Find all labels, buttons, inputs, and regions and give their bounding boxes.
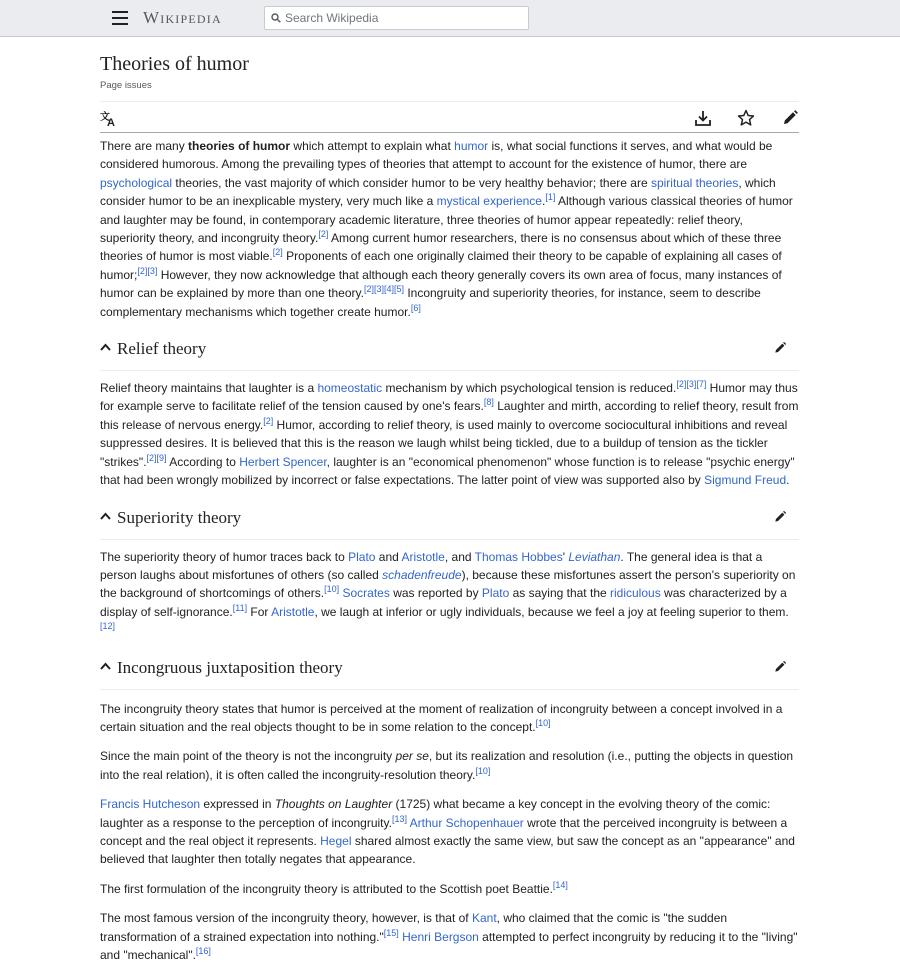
search-box[interactable]	[264, 6, 529, 30]
incongruity-paragraph-2: Since the main point of the theory is not the incongruity per se, but its realization and resolution (i.e., putting the objects in question into the real relation), it is often called the incongruity-resolution theory.[10]	[100, 749, 794, 782]
section-title-incongruous: Incongruous juxtaposition theory	[117, 657, 343, 677]
ref[interactable]: [8]	[483, 397, 494, 408]
ref[interactable]: [10]	[535, 717, 551, 728]
page-actions-toolbar	[100, 101, 799, 133]
ref[interactable]: [15]	[383, 927, 399, 938]
link-herbert-spencer[interactable]: Herbert Spencer	[239, 454, 327, 469]
svg-text:文: 文	[100, 112, 110, 123]
search-input[interactable]	[285, 9, 525, 27]
relief-paragraph: Relief theory maintains that laughter is a homeostatic mechanism by which psychological tension is reduced.[2][3][7] Humor may thus for example serve to facilitate relief of the tension caused by one's fears.[8] Laughter and mirth, according to relief theory, result from this release of nervous energy.[2] Humor, according to relief theory, is used mainly to overcome sociocultural inhibitions and reveal suppressed desires. It is believed that this is the reason we laugh whilst being tickled, due to a buildup of tension as the tickler "strikes".[2][9] According to Herbert Spencer, laughter is an "economical phenomenon" whose function is to release "psychic energy" that had been wrongly mobilized by incorrect or false expectations. The latter point of view was supported also by Sigmund Freud.	[100, 379, 799, 488]
ref[interactable]: [12]	[100, 621, 116, 632]
pencil-icon[interactable]	[773, 510, 787, 524]
ref[interactable]: [10]	[475, 765, 491, 776]
ref[interactable]: [13]	[391, 813, 407, 824]
link-homeostatic[interactable]: homeostatic	[317, 381, 383, 396]
search-icon	[271, 13, 281, 23]
link-kant[interactable]: Kant	[471, 911, 497, 926]
section-heading-incongruous[interactable]	[100, 648, 799, 690]
link-aristotle-2[interactable]: Aristotle	[271, 604, 315, 619]
ref[interactable]: [2][3][7]	[676, 379, 707, 390]
page-issues-link[interactable]: Page issues	[100, 80, 152, 91]
link-schadenfreude[interactable]: schadenfreude	[382, 567, 462, 582]
ref[interactable]: [10]	[324, 584, 340, 595]
menu-icon[interactable]	[112, 11, 128, 25]
incongruity-paragraph-3: Francis Hutcheson expressed in Thoughts on Laughter (1725) what became a key concept in the evolving theory of the comic: laughter as a response to the perception of incongruity.[13] Arthur Schopenhauer wrote that the perceived incongruity is between a concept and the real object it represents. Hegel shared almost exactly the same view, but saw the concept as an "appearance" and believed that laughter then totally negates that appearance.	[100, 797, 795, 867]
ref-2-5[interactable]: [2][3][4][5]	[363, 284, 404, 295]
link-arthur-schopenhauer[interactable]: Arthur Schopenhauer	[409, 815, 524, 830]
ref[interactable]: [2][9]	[146, 452, 167, 463]
pencil-icon[interactable]	[773, 660, 787, 674]
ref-6[interactable]: [6]	[410, 302, 421, 313]
section-heading-superiority[interactable]	[100, 498, 799, 540]
link-psychological[interactable]: psychological	[100, 175, 173, 190]
link-mystical-experience[interactable]: mystical experience	[436, 194, 542, 209]
chevron-up-icon[interactable]	[100, 512, 111, 520]
ref-2-3[interactable]: [2][3]	[137, 265, 158, 276]
link-thomas-hobbes[interactable]: Thomas Hobbes	[474, 549, 563, 564]
pencil-icon[interactable]	[773, 341, 787, 355]
superiority-paragraph: The superiority theory of humor traces back to Plato and Aristotle, and Thomas Hobbes' Leviathan. The general idea is that a person laughs about misfortunes of others (so called schadenfreude), because these misfortunes assert the person's superiority on the background of shortcomings of others.[10] Socrates was reported by Plato as saying that the ridiculous was characterized by a display of self-ignorance.[11] For Aristotle, we laugh at inferior or ugly individuals, because we feel a joy at feeling superior to them.[12]	[100, 549, 796, 632]
chevron-up-icon[interactable]	[100, 343, 111, 351]
chevron-up-icon[interactable]	[100, 662, 111, 670]
ref-1[interactable]: [1]	[545, 192, 556, 203]
section-title-relief: Relief theory	[117, 339, 207, 359]
ref[interactable]: [11]	[232, 602, 248, 613]
edit-pencil-icon[interactable]	[781, 109, 799, 127]
link-ridiculous[interactable]: ridiculous	[610, 586, 661, 601]
ref-2b[interactable]: [2]	[272, 247, 283, 258]
link-plato[interactable]: Plato	[348, 549, 376, 564]
incongruity-paragraph-5: The most famous version of the incongruity theory, however, is that of Kant, who claimed that the comic is "the sudden transformation of a strained expectation into nothing."[15] Henri Bergson attempted to perfect incongruity by reducing it to the "living" and "mechanical".[16]	[100, 911, 798, 962]
section-title-superiority: Superiority theory	[117, 507, 242, 527]
link-henri-bergson[interactable]: Henri Bergson	[402, 929, 479, 944]
incongruity-paragraph-4: The first formulation of the incongruity theory is attributed to the Scottish poet Beattie.[14]	[100, 879, 568, 896]
link-humor[interactable]: humor	[454, 139, 489, 153]
link-hegel[interactable]: Hegel	[320, 833, 352, 848]
ref[interactable]: [2]	[263, 415, 274, 426]
wikipedia-logo[interactable]: Wikipedia	[143, 8, 222, 27]
link-spiritual-theories[interactable]: spiritual theories	[650, 175, 739, 190]
link-francis-hutcheson[interactable]: Francis Hutcheson	[100, 797, 201, 812]
link-aristotle[interactable]: Aristotle	[401, 549, 445, 564]
ref[interactable]: [16]	[195, 946, 211, 956]
page-title: Theories of humor	[100, 53, 249, 75]
incongruity-paragraph-1: The incongruity theory states that humor is perceived at the moment of realization of incongruity between a concept involved in a certain situation and the real objects thought to be in some relation to the concept.[10]	[100, 701, 783, 734]
star-icon[interactable]	[737, 109, 755, 127]
lead-paragraph: There are many theories of humor which attempt to explain what humor is, what social functions it serves, and what would be considered humorous. Among the prevailing types of theories that attempt to account for the existence of humor, there are psychological theories, the vast majority of which consider humor to be very healthy behavior; there are spiritual theories, which consider humor to be an inexplicable mystery, very much like a mystical experience.[1] Although various classical theories of humor and laughter may be found, in contemporary academic literature, three theories of humor appear repeatedly: relief theory, superiority theory, and incongruity theory.[2] Among current humor researchers, there is no consensus about which of these three theories of humor is most viable.[2] Proponents of each one originally claimed their theory to be capable of explaining all cases of humor;[2][3] However, they now acknowledge that although each theory generally covers its own area of focus, many instances of humor can be explained by more than one theory.[2][3][4][5] Incongruity and superiority theories, for instance, seem to describe complementary mechanisms which together create humor.[6]	[100, 139, 793, 319]
ref[interactable]: [14]	[552, 879, 568, 890]
link-plato-2[interactable]: Plato	[481, 586, 510, 601]
link-sigmund-freud[interactable]: Sigmund Freud	[704, 473, 787, 488]
ref-2[interactable]: [2]	[318, 229, 329, 240]
top-header	[0, 0, 900, 37]
article-content	[100, 37, 799, 964]
link-leviathan[interactable]: Leviathan	[568, 549, 621, 564]
download-icon[interactable]	[694, 109, 712, 127]
section-heading-relief[interactable]	[100, 329, 799, 371]
link-socrates[interactable]: Socrates	[342, 586, 390, 601]
svg-text:A: A	[107, 117, 115, 127]
language-icon[interactable]	[100, 109, 118, 127]
